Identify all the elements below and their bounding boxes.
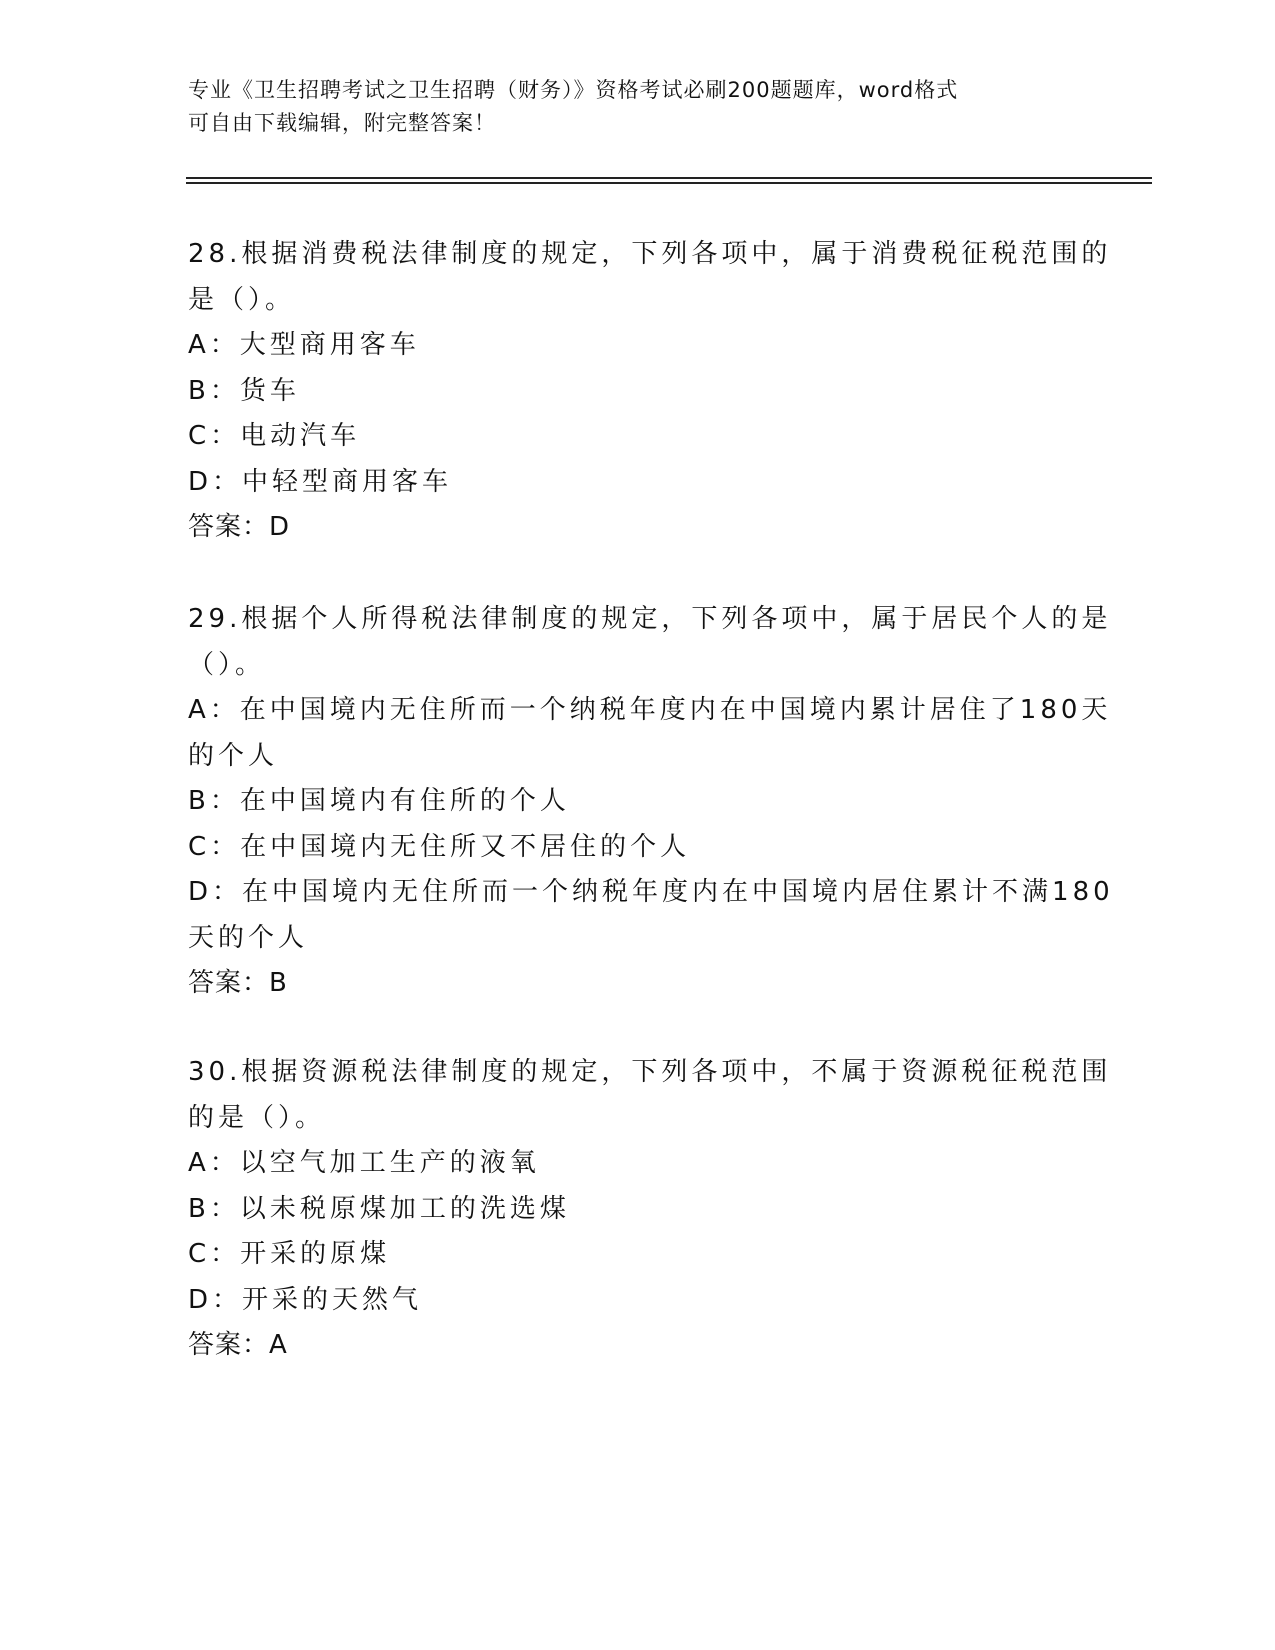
option-d: D：在中国境内无住所而一个纳税年度内在中国境内居住累计不满180 [188,877,1114,907]
option-a: A：大型商用客车 [188,330,420,360]
document-header [188,74,1068,140]
option-b: B：以未税原煤加工的洗选煤 [188,1193,570,1224]
question-stem-line: 30.根据资源税法律制度的规定，下列各项中，不属于资源税征税范围 [188,1057,1112,1087]
question-stem-line: 是（）。 [188,284,296,315]
answer-line: 答案：D [188,512,291,542]
question-block [188,232,1112,551]
header-line: 可自由下载编辑，附完整答案！ [188,111,496,135]
option-c: C：在中国境内无住所又不居住的个人 [188,831,691,862]
question-stem-line: （）。 [188,649,266,680]
option-a: A：以空气加工生产的液氧 [188,1148,540,1178]
question-stem-line: 29.根据个人所得税法律制度的规定，下列各项中，属于居民个人的是 [188,604,1112,634]
option-b: B：在中国境内有住所的个人 [188,786,570,816]
option-a-continued: 的个人 [188,740,279,771]
option-c: C：开采的原煤 [188,1239,391,1269]
question-block [188,597,1114,1007]
option-d: D：中轻型商用客车 [188,466,453,497]
question-stem-line: 28.根据消费税法律制度的规定，下列各项中，属于消费税征税范围的 [188,239,1112,269]
header-line: 专业《卫生招聘考试之卫生招聘（财务）》资格考试必刷200题题库，word格式 [188,78,959,102]
option-d-continued: 天的个人 [188,922,309,953]
answer-line: 答案：B [188,968,288,998]
option-c: C：电动汽车 [188,421,361,451]
question-stem-line: 的是（）。 [188,1102,326,1133]
question-block [188,1050,1112,1369]
header-divider-top [186,177,1152,179]
option-d: D：开采的天然气 [188,1284,423,1315]
header-divider-bottom [186,182,1152,184]
answer-line: 答案：A [188,1330,288,1360]
option-a: A：在中国境内无住所而一个纳税年度内在中国境内累计居住了180天 [188,695,1112,725]
option-b: B：货车 [188,375,300,406]
